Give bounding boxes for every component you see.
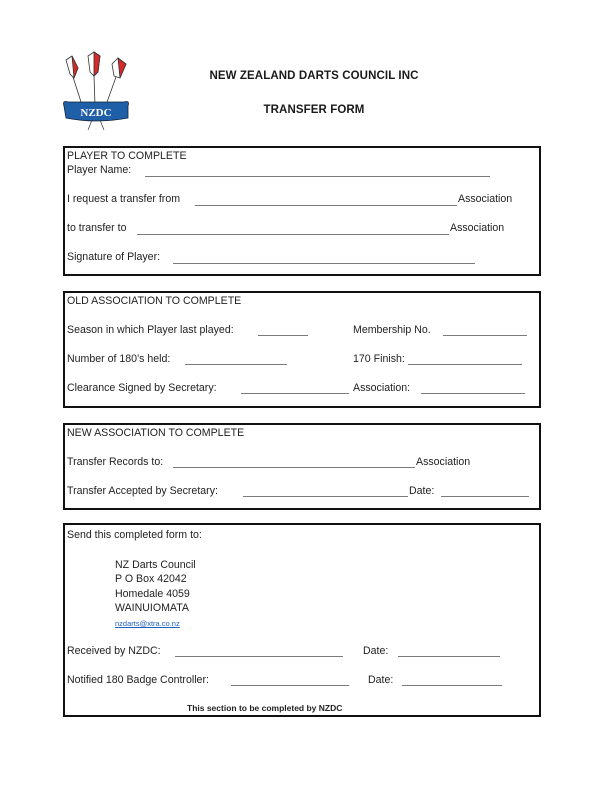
darts-logo-icon [58,50,136,130]
player-name-field[interactable] [145,176,490,177]
received-date-label: Date: [363,645,389,657]
email-link[interactable]: nzdarts@xtra.co.nz [115,619,180,628]
signature-label: Signature of Player: [67,251,161,263]
address-line: NZ Darts Council [115,559,196,571]
section-heading: NEW ASSOCIATION TO COMPLETE [67,427,245,439]
notified-date-label: Date: [368,674,394,686]
received-date-field[interactable] [398,656,500,657]
transfer-to-suffix: Association [450,222,505,234]
section-heading: OLD ASSOCIATION TO COMPLETE [67,295,242,307]
num180-label: Number of 180's held: [67,353,171,365]
finish170-label: 170 Finish: [353,353,405,365]
association-label: Association: [353,382,411,394]
player-name-label: Player Name: [67,164,132,176]
received-field[interactable] [175,656,343,657]
address-line: WAINUIOMATA [115,602,189,614]
notified-label: Notified 180 Badge Controller: [67,674,209,686]
svg-text:NZDC: NZDC [80,107,112,119]
accepted-date-field[interactable] [441,496,529,497]
accepted-date-label: Date: [409,485,435,497]
old-association-section [63,291,541,408]
received-label: Received by NZDC: [67,645,161,657]
membership-field[interactable] [443,335,527,336]
nzdc-logo [58,50,136,130]
transfer-to-field[interactable] [137,234,449,235]
org-name: NEW ZEALAND DARTS COUNCIL INC [209,70,419,82]
clearance-field[interactable] [241,393,349,394]
footer-note: This section to be completed by NZDC [187,703,343,713]
accepted-label: Transfer Accepted by Secretary: [67,485,218,497]
send-label: Send this completed form to: [67,529,202,541]
transfer-to-label: to transfer to [67,222,127,234]
clearance-label: Clearance Signed by Secretary: [67,382,217,394]
association-field[interactable] [421,393,525,394]
transfer-from-field[interactable] [195,205,457,206]
address-line: Homedale 4059 [115,588,190,600]
records-suffix: Association [416,456,471,468]
records-field[interactable] [173,467,415,468]
records-label: Transfer Records to: [67,456,164,468]
finish170-field[interactable] [408,364,522,365]
transfer-from-suffix: Association [458,193,513,205]
address-line: P O Box 42042 [115,573,187,585]
accepted-field[interactable] [243,496,408,497]
num180-field[interactable] [185,364,287,365]
nzdc-section [63,523,541,717]
signature-field[interactable] [173,263,475,264]
section-heading: PLAYER TO COMPLETE [67,150,187,162]
notified-date-field[interactable] [402,685,502,686]
player-section [63,146,541,276]
new-association-section [63,423,541,510]
notified-field[interactable] [231,685,349,686]
form-title: TRANSFER FORM [263,104,365,116]
season-label: Season in which Player last played: [67,324,234,336]
season-field[interactable] [258,335,308,336]
membership-label: Membership No. [353,324,431,336]
transfer-from-label: I request a transfer from [67,193,181,205]
